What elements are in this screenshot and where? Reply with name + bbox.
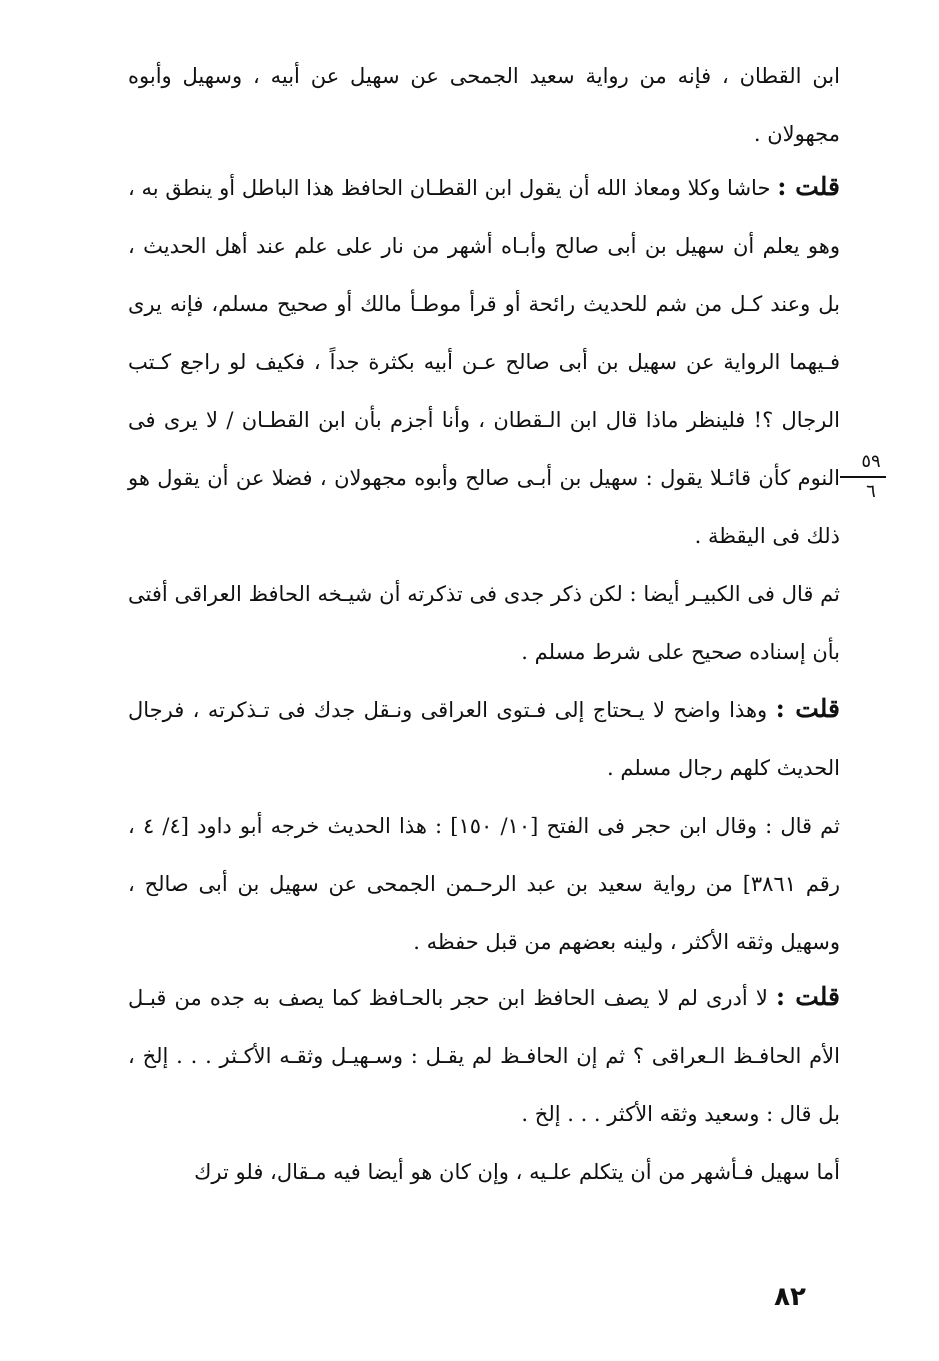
margin-reference-divider [840,476,886,478]
paragraph-1 [128,46,840,163]
paragraph-4-text: وهذا واضح لا يـحتاج إلى فـتوى العراقى ونـقل جدك فى تـذكرته ، فرجال الحديث كلهم رجال مسلم . [128,698,840,780]
paragraph-7 [128,1142,840,1201]
paragraph-4 [128,680,840,797]
paragraph-5 [128,796,840,971]
paragraph-7-text: أما سهيل فـأشهر من أن يتكلم علـيه ، وإن كان هو أيضا فيه مـقال، فلو ترك [194,1160,840,1184]
paragraph-3 [128,564,840,681]
paragraph-4-lead: قلت : [775,694,840,723]
margin-reference-bottom: ٦ [866,481,876,502]
paragraph-6 [128,968,840,1143]
paragraph-5-text: ثم قال : وقال ابن حجر فى الفتح [١٠/ ١٥٠] : هذا الحديث خرجه أبو داود [٤/ ٤ ، رقم ٣٨٦١] من رواية سعيد بن عبد الرحـمن الجمحى عن سهيل بن أبى صالح ، وسهيل وثقه الأكثر ، ولينه بعضهم من قبل حفظه . [128,814,840,954]
paragraph-1-text: ابن القطان ، فإنه من رواية سعيد الجمحى عن سهيل عن أبيه ، وسهيل وأبوه مجهولان . [128,64,840,146]
paragraph-2 [128,158,840,565]
paragraph-2-text: حاشا وكلا ومعاذ الله أن يقول ابن القطـان الحافظ هذا الباطل أو ينطق به ، وهو يعلم أن سهيل بن أبى صالح وأبـاه أشهر من نار على علم عند أهل الحديث ، بل وعند كـل من شم للحديث رائحة أو قرأ موطـأ مالك أو صحيح مسلم، فإنه يرى فـيهما الرواية عن سهيل بن أبى صالح عـن أبيه بكثرة جداً ، فكيف لو راجع كـتب الرجال ؟! فلينظر ماذا قال ابن الـقطان ، وأنا أجزم بأن ابن القطـان / لا يرى فى النوم كأن قائـلا يقول : سهيل بن أبـى صالح وأبوه مجهولان ، فضلا عن أن يقول هو ذلك فى اليقظة . [128,176,840,548]
paragraph-3-text: ثم قال فى الكبيـر أيضا : لكن ذكر جدى فى تذكرته أن شيـخه الحافظ العراقى أفتى بأن إسناده صحيح على شرط مسلم . [128,582,840,664]
paragraph-6-text: لا أدرى لم لا يصف الحافظ ابن حجر بالحـافظ كما يصف به جده من قبـل الأم الحافـظ الـعراقى ؟ ثم إن الحافـظ لم يقـل : وسـهيـل وثقـه الأكـثر . . . إلخ ، بل قال : وسعيد وثقه الأكثر . . . إلخ . [128,986,840,1126]
paragraph-6-lead: قلت : [775,982,840,1011]
paragraph-2-lead: قلت : [777,172,840,201]
margin-reference-top: ٥٩ [861,451,881,472]
page-number: ٨٢ [774,1282,806,1312]
margin-page-reference [836,452,890,512]
